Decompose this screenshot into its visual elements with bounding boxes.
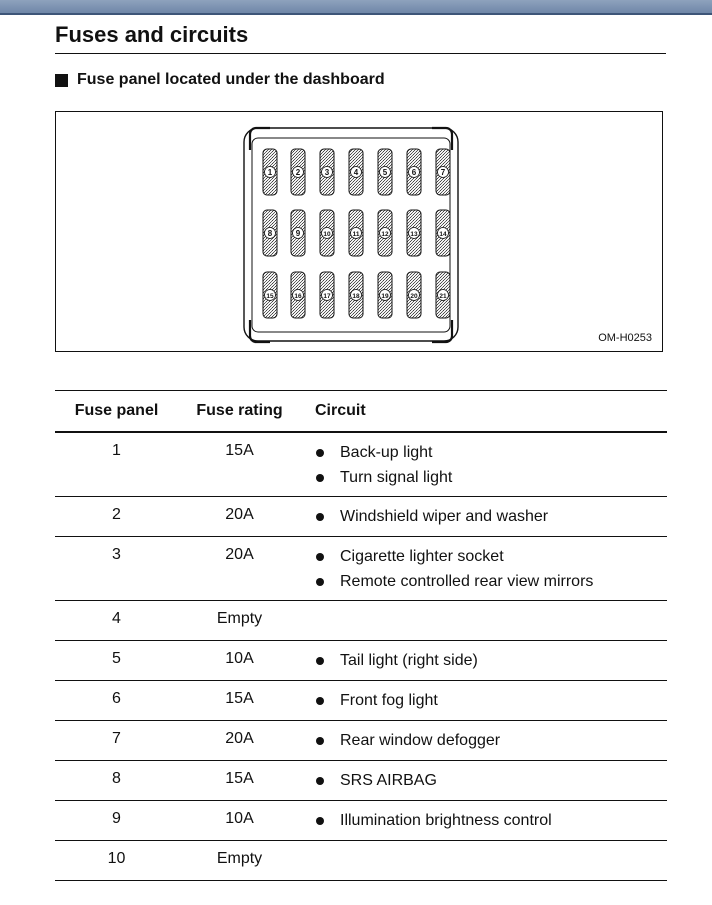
fuse-panel-number: 6 [55,681,178,721]
table-header-row [55,391,667,433]
circuit-list [301,761,667,801]
table-row [55,432,667,497]
fuse-number-label: 20 [410,293,418,300]
fuse-rating: 20A [178,497,301,537]
fuse-number-label: 16 [294,293,302,300]
circuit-list [301,601,667,641]
header-fuse-rating: Fuse rating [178,391,301,433]
circuit-name: Windshield wiper and washer [340,508,549,525]
fuse-panel-number: 7 [55,721,178,761]
table-row [55,801,667,841]
corner-bracket [250,128,270,150]
circuit-list [301,841,667,881]
fuse-table [55,390,667,881]
bullet-icon [316,553,324,561]
corner-bracket [432,320,452,342]
square-bullet-icon [55,74,68,87]
fuse-number-label: 18 [352,293,360,300]
title-divider [55,53,666,54]
table-row [55,641,667,681]
fuse-rating: 10A [178,801,301,841]
table-row [55,497,667,537]
fuse-panel-number: 8 [55,761,178,801]
fuse-number-label: 8 [267,229,273,238]
circuit-list [301,497,667,537]
fuse-number-label: 10 [323,231,331,238]
circuit-list [301,681,667,721]
fuse-number-label: 14 [439,231,447,238]
fuse-rating: 15A [178,681,301,721]
fuse-12 [378,210,392,256]
table-row [55,761,667,801]
table-row [55,841,667,881]
fuse-7 [436,149,450,195]
fuse-panel-number: 2 [55,497,178,537]
circuit-name: Tail light (right side) [340,652,478,669]
circuit-item [310,728,667,753]
fuse-number-label: 19 [381,293,389,300]
fuse-panel-number: 4 [55,601,178,641]
section-heading-text: Fuse panel located under the dashboard [77,71,385,88]
fuse-rating: 20A [178,537,301,601]
fuse-rating: 20A [178,721,301,761]
fuse-number-label: 5 [382,168,388,177]
header-circuit: Circuit [301,391,667,433]
circuit-list [301,801,667,841]
circuit-name: Illumination brightness control [340,812,552,829]
circuit-list [301,537,667,601]
bullet-icon [316,777,324,785]
fuse-20 [407,272,421,318]
circuit-item [310,465,667,490]
fuse-number-label: 2 [295,168,301,177]
circuit-item [310,688,667,713]
fuse-rating: Empty [178,841,301,881]
bullet-icon [316,817,324,825]
circuit-item [310,544,667,569]
circuit-name: Back-up light [340,444,433,461]
table-row [55,601,667,641]
section-heading [55,71,385,89]
fuse-rating: 10A [178,641,301,681]
fuse-16 [291,272,305,318]
bullet-icon [316,578,324,586]
circuit-item [310,440,667,465]
circuit-name: Rear window defogger [340,732,501,749]
fuse-13 [407,210,421,256]
fuse-number-label: 21 [439,293,447,300]
fuse-number-label: 7 [440,168,446,177]
circuit-name: Turn signal light [340,469,453,486]
fuse-10 [320,210,334,256]
circuit-name: Front fog light [340,692,438,709]
corner-bracket [250,320,270,342]
fuse-number-label: 12 [381,231,389,238]
circuit-list [301,721,667,761]
circuit-item [310,648,667,673]
page-title: Fuses and circuits [55,22,249,47]
circuit-list [301,641,667,681]
fuse-9 [291,210,305,256]
circuit-name: SRS AIRBAG [340,772,437,789]
header-fuse-panel: Fuse panel [55,391,178,433]
fuse-5 [378,149,392,195]
fuse-rating: 15A [178,761,301,801]
circuit-name: Cigarette lighter socket [340,548,504,565]
table-row [55,537,667,601]
fuse-number-label: 4 [353,168,359,177]
fuse-panel-number: 1 [55,432,178,497]
fuse-21 [436,272,450,318]
fuse-number-label: 17 [323,293,331,300]
fuse-14 [436,210,450,256]
fuse-number-label: 11 [352,231,360,238]
top-header-bar [0,0,712,15]
table-row [55,681,667,721]
fuse-15 [263,272,277,318]
fuse-4 [349,149,363,195]
bullet-icon [316,697,324,705]
fuse-number-label: 15 [266,293,274,300]
fuse-19 [378,272,392,318]
bullet-icon [316,513,324,521]
fuse-18 [349,272,363,318]
fuse-panel-number: 9 [55,801,178,841]
corner-bracket [432,128,452,150]
circuit-item [310,808,667,833]
table-row [55,721,667,761]
fuse-number-label: 6 [411,168,417,177]
circuit-item [310,768,667,793]
fuse-panel-number: 3 [55,537,178,601]
fuse-panel-figure [55,111,663,352]
circuit-item [310,504,667,529]
fuse-number-label: 13 [410,231,418,238]
fuse-rating: 15A [178,432,301,497]
fuse-11 [349,210,363,256]
fuse-rating: Empty [178,601,301,641]
bullet-icon [316,737,324,745]
fuse-number-label: 1 [267,168,273,177]
bullet-icon [316,657,324,665]
circuit-item [310,569,667,594]
fuse-2 [291,149,305,195]
bullet-icon [316,474,324,482]
figure-code: OM-H0253 [598,332,652,344]
circuit-name: Remote controlled rear view mirrors [340,573,594,590]
fuse-number-label: 9 [295,229,301,238]
fuse-3 [320,149,334,195]
circuit-list [301,432,667,497]
fuse-1 [263,149,277,195]
fuse-17 [320,272,334,318]
fuse-panel-diagram [56,112,662,351]
fuse-panel-number: 5 [55,641,178,681]
fuse-8 [263,210,277,256]
bullet-icon [316,449,324,457]
fuse-panel-number: 10 [55,841,178,881]
fuse-number-label: 3 [324,168,330,177]
fuse-6 [407,149,421,195]
